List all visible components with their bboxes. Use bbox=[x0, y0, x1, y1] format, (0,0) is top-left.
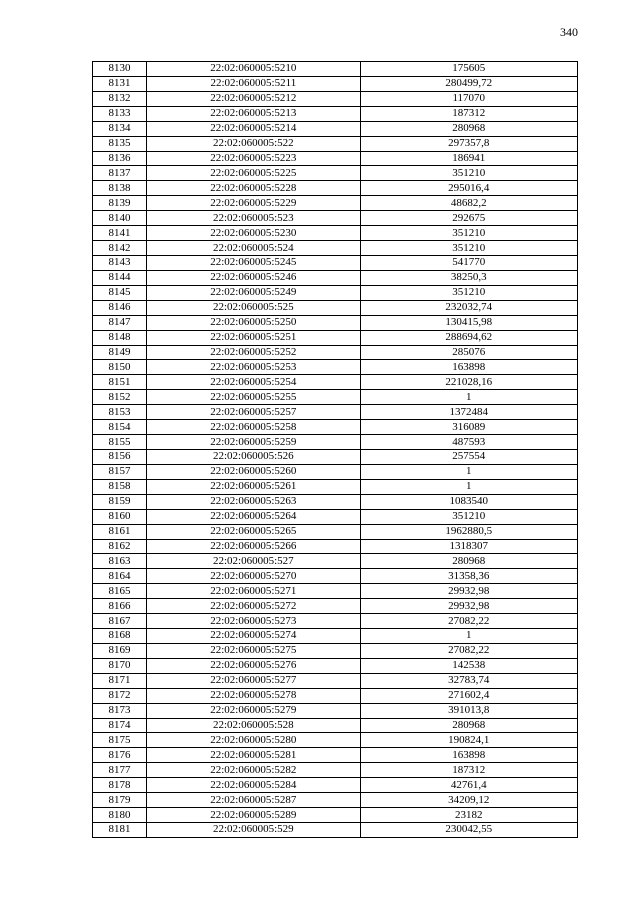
cadastral-number-cell: 22:02:060005:5284 bbox=[147, 778, 360, 793]
cadastral-number-cell: 22:02:060005:526 bbox=[147, 449, 360, 464]
value-cell: 29932,98 bbox=[360, 584, 577, 599]
value-cell: 163898 bbox=[360, 748, 577, 763]
row-number-cell: 8139 bbox=[93, 196, 147, 211]
table-row bbox=[93, 629, 578, 644]
row-number-cell: 8175 bbox=[93, 733, 147, 748]
value-cell: 1 bbox=[360, 464, 577, 479]
row-number-cell: 8143 bbox=[93, 255, 147, 270]
table-row bbox=[93, 643, 578, 658]
value-cell: 351210 bbox=[360, 241, 577, 256]
table-row bbox=[93, 300, 578, 315]
value-cell: 351210 bbox=[360, 509, 577, 524]
cadastral-value-table bbox=[92, 61, 578, 838]
table-row bbox=[93, 345, 578, 360]
row-number-cell: 8165 bbox=[93, 584, 147, 599]
table-row bbox=[93, 285, 578, 300]
cadastral-number-cell: 22:02:060005:527 bbox=[147, 554, 360, 569]
table-body bbox=[93, 62, 578, 838]
row-number-cell: 8133 bbox=[93, 106, 147, 121]
value-cell: 117070 bbox=[360, 91, 577, 106]
table-row bbox=[93, 658, 578, 673]
cadastral-number-cell: 22:02:060005:5255 bbox=[147, 390, 360, 405]
table-row bbox=[93, 226, 578, 241]
cadastral-number-cell: 22:02:060005:5249 bbox=[147, 285, 360, 300]
row-number-cell: 8177 bbox=[93, 763, 147, 778]
row-number-cell: 8157 bbox=[93, 464, 147, 479]
table-row bbox=[93, 315, 578, 330]
table-row bbox=[93, 166, 578, 181]
row-number-cell: 8141 bbox=[93, 226, 147, 241]
cadastral-number-cell: 22:02:060005:5230 bbox=[147, 226, 360, 241]
table-row bbox=[93, 136, 578, 151]
value-cell: 391013,8 bbox=[360, 703, 577, 718]
value-cell: 190824,1 bbox=[360, 733, 577, 748]
value-cell: 297357,8 bbox=[360, 136, 577, 151]
table-row bbox=[93, 539, 578, 554]
table-row bbox=[93, 584, 578, 599]
value-cell: 130415,98 bbox=[360, 315, 577, 330]
value-cell: 187312 bbox=[360, 763, 577, 778]
table-row bbox=[93, 464, 578, 479]
row-number-cell: 8162 bbox=[93, 539, 147, 554]
table-row bbox=[93, 405, 578, 420]
table-row bbox=[93, 375, 578, 390]
table-row bbox=[93, 748, 578, 763]
row-number-cell: 8134 bbox=[93, 121, 147, 136]
table-row bbox=[93, 330, 578, 345]
table-row bbox=[93, 688, 578, 703]
cadastral-number-cell: 22:02:060005:5229 bbox=[147, 196, 360, 211]
cadastral-number-cell: 22:02:060005:5245 bbox=[147, 255, 360, 270]
cadastral-number-cell: 22:02:060005:5289 bbox=[147, 808, 360, 823]
cadastral-number-cell: 22:02:060005:5281 bbox=[147, 748, 360, 763]
cadastral-number-cell: 22:02:060005:5279 bbox=[147, 703, 360, 718]
value-cell: 271602,4 bbox=[360, 688, 577, 703]
cadastral-number-cell: 22:02:060005:5253 bbox=[147, 360, 360, 375]
row-number-cell: 8160 bbox=[93, 509, 147, 524]
table-row bbox=[93, 390, 578, 405]
row-number-cell: 8180 bbox=[93, 808, 147, 823]
value-cell: 42761,4 bbox=[360, 778, 577, 793]
cadastral-number-cell: 22:02:060005:5276 bbox=[147, 658, 360, 673]
cadastral-number-cell: 22:02:060005:5225 bbox=[147, 166, 360, 181]
value-cell: 285076 bbox=[360, 345, 577, 360]
cadastral-number-cell: 22:02:060005:5270 bbox=[147, 569, 360, 584]
value-cell: 288694,62 bbox=[360, 330, 577, 345]
row-number-cell: 8181 bbox=[93, 823, 147, 838]
value-cell: 186941 bbox=[360, 151, 577, 166]
cadastral-number-cell: 22:02:060005:5260 bbox=[147, 464, 360, 479]
row-number-cell: 8168 bbox=[93, 629, 147, 644]
table-row bbox=[93, 420, 578, 435]
row-number-cell: 8164 bbox=[93, 569, 147, 584]
value-cell: 1 bbox=[360, 390, 577, 405]
page-number: 340 bbox=[560, 25, 578, 39]
row-number-cell: 8138 bbox=[93, 181, 147, 196]
cadastral-number-cell: 22:02:060005:5275 bbox=[147, 643, 360, 658]
cadastral-number-cell: 22:02:060005:5261 bbox=[147, 479, 360, 494]
table-row bbox=[93, 509, 578, 524]
value-cell: 163898 bbox=[360, 360, 577, 375]
row-number-cell: 8136 bbox=[93, 151, 147, 166]
cadastral-number-cell: 22:02:060005:525 bbox=[147, 300, 360, 315]
row-number-cell: 8149 bbox=[93, 345, 147, 360]
value-cell: 280499,72 bbox=[360, 76, 577, 91]
row-number-cell: 8166 bbox=[93, 599, 147, 614]
row-number-cell: 8174 bbox=[93, 718, 147, 733]
table-row bbox=[93, 106, 578, 121]
row-number-cell: 8179 bbox=[93, 793, 147, 808]
row-number-cell: 8172 bbox=[93, 688, 147, 703]
cadastral-number-cell: 22:02:060005:5273 bbox=[147, 614, 360, 629]
table-row bbox=[93, 763, 578, 778]
table-row bbox=[93, 270, 578, 285]
row-number-cell: 8176 bbox=[93, 748, 147, 763]
value-cell: 175605 bbox=[360, 62, 577, 77]
row-number-cell: 8158 bbox=[93, 479, 147, 494]
value-cell: 1 bbox=[360, 629, 577, 644]
table-row bbox=[93, 449, 578, 464]
row-number-cell: 8170 bbox=[93, 658, 147, 673]
row-number-cell: 8178 bbox=[93, 778, 147, 793]
table-row bbox=[93, 255, 578, 270]
table-row bbox=[93, 211, 578, 226]
row-number-cell: 8163 bbox=[93, 554, 147, 569]
cadastral-number-cell: 22:02:060005:5257 bbox=[147, 405, 360, 420]
row-number-cell: 8159 bbox=[93, 494, 147, 509]
value-cell: 32783,74 bbox=[360, 673, 577, 688]
cadastral-number-cell: 22:02:060005:5272 bbox=[147, 599, 360, 614]
row-number-cell: 8154 bbox=[93, 420, 147, 435]
row-number-cell: 8171 bbox=[93, 673, 147, 688]
row-number-cell: 8137 bbox=[93, 166, 147, 181]
table-row bbox=[93, 554, 578, 569]
table-row bbox=[93, 673, 578, 688]
cadastral-number-cell: 22:02:060005:5265 bbox=[147, 524, 360, 539]
cadastral-number-cell: 22:02:060005:528 bbox=[147, 718, 360, 733]
cadastral-number-cell: 22:02:060005:5223 bbox=[147, 151, 360, 166]
value-cell: 221028,16 bbox=[360, 375, 577, 390]
table-row bbox=[93, 62, 578, 77]
value-cell: 1 bbox=[360, 479, 577, 494]
value-cell: 351210 bbox=[360, 285, 577, 300]
table-row bbox=[93, 733, 578, 748]
row-number-cell: 8135 bbox=[93, 136, 147, 151]
table-row bbox=[93, 793, 578, 808]
cadastral-number-cell: 22:02:060005:5266 bbox=[147, 539, 360, 554]
cadastral-number-cell: 22:02:060005:5211 bbox=[147, 76, 360, 91]
cadastral-number-cell: 22:02:060005:5251 bbox=[147, 330, 360, 345]
row-number-cell: 8151 bbox=[93, 375, 147, 390]
cadastral-number-cell: 22:02:060005:529 bbox=[147, 823, 360, 838]
table-row bbox=[93, 718, 578, 733]
value-cell: 295016,4 bbox=[360, 181, 577, 196]
value-cell: 280968 bbox=[360, 718, 577, 733]
table-row bbox=[93, 479, 578, 494]
cadastral-number-cell: 22:02:060005:5259 bbox=[147, 435, 360, 450]
row-number-cell: 8144 bbox=[93, 270, 147, 285]
value-cell: 29932,98 bbox=[360, 599, 577, 614]
value-cell: 292675 bbox=[360, 211, 577, 226]
cadastral-number-cell: 22:02:060005:5246 bbox=[147, 270, 360, 285]
row-number-cell: 8130 bbox=[93, 62, 147, 77]
cadastral-number-cell: 22:02:060005:5264 bbox=[147, 509, 360, 524]
value-cell: 280968 bbox=[360, 554, 577, 569]
table-row bbox=[93, 241, 578, 256]
cadastral-number-cell: 22:02:060005:5250 bbox=[147, 315, 360, 330]
row-number-cell: 8153 bbox=[93, 405, 147, 420]
table-row bbox=[93, 599, 578, 614]
cadastral-number-cell: 22:02:060005:5278 bbox=[147, 688, 360, 703]
value-cell: 187312 bbox=[360, 106, 577, 121]
value-cell: 351210 bbox=[360, 166, 577, 181]
table-row bbox=[93, 778, 578, 793]
cadastral-number-cell: 22:02:060005:524 bbox=[147, 241, 360, 256]
row-number-cell: 8161 bbox=[93, 524, 147, 539]
table-row bbox=[93, 494, 578, 509]
value-cell: 34209,12 bbox=[360, 793, 577, 808]
row-number-cell: 8140 bbox=[93, 211, 147, 226]
value-cell: 487593 bbox=[360, 435, 577, 450]
value-cell: 316089 bbox=[360, 420, 577, 435]
value-cell: 232032,74 bbox=[360, 300, 577, 315]
table-row bbox=[93, 823, 578, 838]
cadastral-number-cell: 22:02:060005:5280 bbox=[147, 733, 360, 748]
cadastral-number-cell: 22:02:060005:522 bbox=[147, 136, 360, 151]
row-number-cell: 8150 bbox=[93, 360, 147, 375]
table-row bbox=[93, 91, 578, 106]
value-cell: 48682,2 bbox=[360, 196, 577, 211]
value-cell: 1318307 bbox=[360, 539, 577, 554]
value-cell: 230042,55 bbox=[360, 823, 577, 838]
cadastral-number-cell: 22:02:060005:5228 bbox=[147, 181, 360, 196]
cadastral-number-cell: 22:02:060005:523 bbox=[147, 211, 360, 226]
row-number-cell: 8148 bbox=[93, 330, 147, 345]
cadastral-number-cell: 22:02:060005:5210 bbox=[147, 62, 360, 77]
cadastral-number-cell: 22:02:060005:5213 bbox=[147, 106, 360, 121]
row-number-cell: 8131 bbox=[93, 76, 147, 91]
table-row bbox=[93, 703, 578, 718]
row-number-cell: 8169 bbox=[93, 643, 147, 658]
row-number-cell: 8167 bbox=[93, 614, 147, 629]
cadastral-number-cell: 22:02:060005:5287 bbox=[147, 793, 360, 808]
table-row bbox=[93, 181, 578, 196]
table-row bbox=[93, 151, 578, 166]
cadastral-number-cell: 22:02:060005:5212 bbox=[147, 91, 360, 106]
value-cell: 1083540 bbox=[360, 494, 577, 509]
row-number-cell: 8155 bbox=[93, 435, 147, 450]
value-cell: 1372484 bbox=[360, 405, 577, 420]
table-row bbox=[93, 360, 578, 375]
table-row bbox=[93, 435, 578, 450]
row-number-cell: 8146 bbox=[93, 300, 147, 315]
row-number-cell: 8142 bbox=[93, 241, 147, 256]
value-cell: 23182 bbox=[360, 808, 577, 823]
cadastral-number-cell: 22:02:060005:5274 bbox=[147, 629, 360, 644]
cadastral-number-cell: 22:02:060005:5258 bbox=[147, 420, 360, 435]
cadastral-number-cell: 22:02:060005:5271 bbox=[147, 584, 360, 599]
cadastral-number-cell: 22:02:060005:5277 bbox=[147, 673, 360, 688]
cadastral-number-cell: 22:02:060005:5254 bbox=[147, 375, 360, 390]
value-cell: 27082,22 bbox=[360, 614, 577, 629]
row-number-cell: 8147 bbox=[93, 315, 147, 330]
table-row bbox=[93, 524, 578, 539]
row-number-cell: 8152 bbox=[93, 390, 147, 405]
table-row bbox=[93, 121, 578, 136]
value-cell: 27082,22 bbox=[360, 643, 577, 658]
value-cell: 280968 bbox=[360, 121, 577, 136]
cadastral-number-cell: 22:02:060005:5282 bbox=[147, 763, 360, 778]
value-cell: 142538 bbox=[360, 658, 577, 673]
value-cell: 38250,3 bbox=[360, 270, 577, 285]
row-number-cell: 8173 bbox=[93, 703, 147, 718]
table-row bbox=[93, 808, 578, 823]
cadastral-number-cell: 22:02:060005:5263 bbox=[147, 494, 360, 509]
value-cell: 257554 bbox=[360, 449, 577, 464]
table-row bbox=[93, 614, 578, 629]
row-number-cell: 8156 bbox=[93, 449, 147, 464]
table-row bbox=[93, 76, 578, 91]
cadastral-number-cell: 22:02:060005:5252 bbox=[147, 345, 360, 360]
cadastral-number-cell: 22:02:060005:5214 bbox=[147, 121, 360, 136]
value-cell: 31358,36 bbox=[360, 569, 577, 584]
value-cell: 1962880,5 bbox=[360, 524, 577, 539]
table-row bbox=[93, 569, 578, 584]
value-cell: 541770 bbox=[360, 255, 577, 270]
row-number-cell: 8132 bbox=[93, 91, 147, 106]
value-cell: 351210 bbox=[360, 226, 577, 241]
table-row bbox=[93, 196, 578, 211]
row-number-cell: 8145 bbox=[93, 285, 147, 300]
